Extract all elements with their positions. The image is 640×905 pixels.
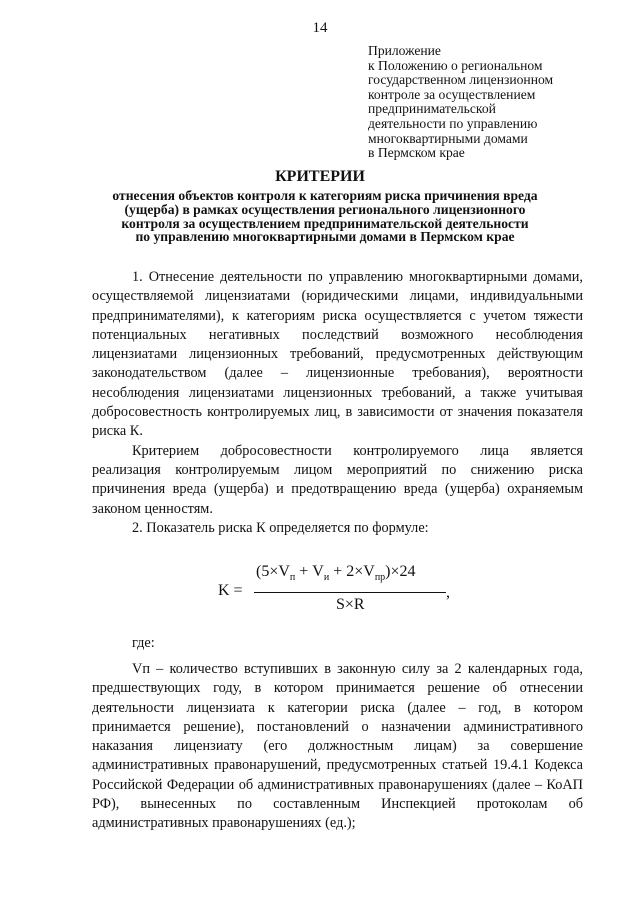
formula-denominator: S×R bbox=[336, 596, 365, 613]
appendix-line: контроле за осуществлением bbox=[368, 86, 536, 102]
paragraph: Критерием добросовестности контролируемого лица является реализация контролируемым лицом мероприятий по снижению риска причинения вреда (ущерба) и предотвращению вреда (ущерба) охраняемым законом ценностям. bbox=[92, 442, 583, 517]
formula-comma: , bbox=[446, 584, 450, 601]
appendix-line: деятельности по управлению bbox=[368, 115, 538, 131]
paragraph: Vп – количество вступивших в законную силу за 2 календарных года, предшествующих году, в котором принимается решение об отнесении деятельности лицензиата к категории риска (далее – год, в котором принимается решение), постановлений о назначении административного наказания лицензиату (его должностным лицам) за совершение административных правонарушений, предусмотренных статьей 19.4.1 Кодекса Российской Федерации об административных правонарушениях (далее – КоАП РФ), вынесенных по составленным Инспекцией протоколам об административных правонарушениях (ед.); bbox=[92, 661, 583, 832]
appendix-line: предпринимательской bbox=[368, 101, 496, 117]
body-section-2 bbox=[92, 660, 583, 834]
where-label: где: bbox=[132, 635, 155, 651]
appendix-line: к Положению о региональном bbox=[368, 57, 543, 73]
paragraph: 2. Показатель риска К определяется по формуле: bbox=[132, 519, 429, 536]
page-number: 14 bbox=[312, 20, 328, 36]
body-section-1 bbox=[92, 268, 583, 538]
paragraph: 1. Отнесение деятельности по управлению многоквартирными домами, осуществляемой лицензиатами (юридическими лицами, индивидуальными предпринимателями), к категориям риска осуществляется с учетом тяжести потенциальных негативных последствий возможного несоблюдения лицензиатами лицензионных требований, предусмотренных действующим законодательством (далее – лицензионные требования), вероятности несоблюдения лицензиатами лицензионных требований, а также учитывая добросовестность контролируемых лиц, в зависимости от значения показателя риска К. bbox=[92, 269, 583, 440]
subtitle-line: по управлению многоквартирными домами в Пермском крае bbox=[135, 229, 515, 245]
appendix-line: в Пермском крае bbox=[368, 145, 465, 161]
subtitle-line: контроля за осуществлением предпринимательской деятельности bbox=[121, 215, 529, 231]
appendix-line: Приложение bbox=[368, 43, 441, 58]
appendix-line: многоквартирными домами bbox=[368, 130, 528, 146]
appendix-block bbox=[368, 44, 608, 161]
subtitle-line: отнесения объектов контроля к категориям риска причинения вреда bbox=[112, 188, 538, 203]
subtitle-line: (ущерба) в рамках осуществления регионального лицензионного bbox=[124, 201, 526, 217]
document-subtitle bbox=[90, 189, 560, 244]
formula-lhs: K = bbox=[218, 582, 243, 599]
risk-formula bbox=[218, 563, 458, 615]
document-title: КРИТЕРИИ bbox=[275, 168, 365, 185]
fraction-bar bbox=[254, 592, 446, 593]
appendix-line: государственном лицензионном bbox=[368, 72, 554, 88]
formula-numerator: $(5\times V_п + V_и + 2\times V_{пр})\times 24$ bbox=[256, 563, 416, 584]
